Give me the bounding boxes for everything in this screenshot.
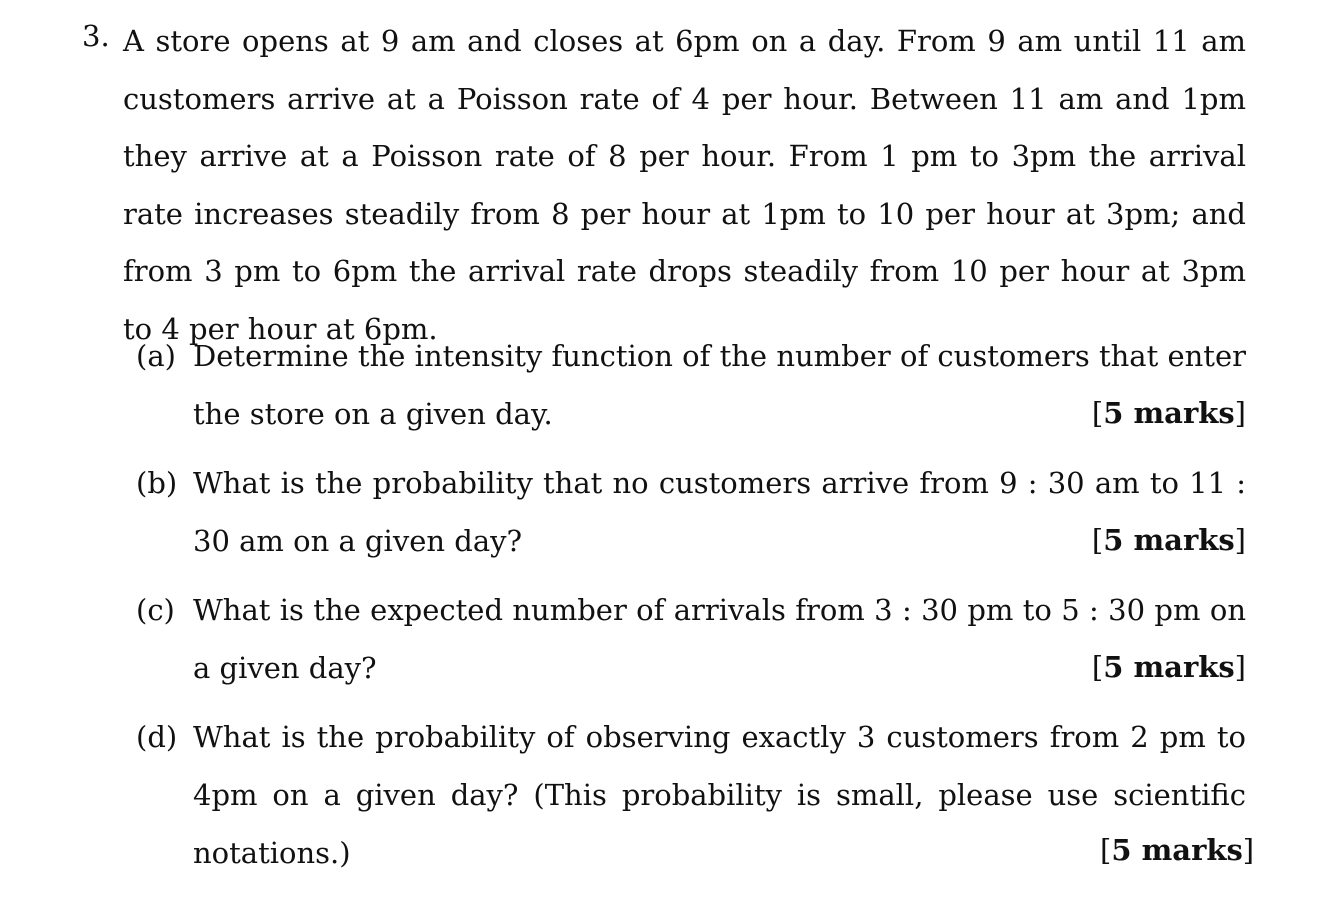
part-text: What is the probability of observing exactly 3 customers from 2 pm to 4pm on a given day? (This probability is small, please use scientific notations.) [193,720,1246,870]
part-label: (d) [136,720,178,754]
part-text: What is the probability that no customers arrive from 9 : 30 am to 11 : 30 am on a given day? [193,466,1246,558]
marks-badge: [5 marks] [1091,523,1246,557]
part-label: (b) [136,466,178,500]
part-label: (a) [136,339,176,373]
part-text: What is the expected number of arrivals from 3 : 30 pm to 5 : 30 pm on a given day? [193,593,1246,685]
marks-badge: [5 marks] [1091,650,1246,684]
marks-badge: [5 marks] [1100,833,1255,867]
marks-badge: [5 marks] [1091,396,1246,430]
part-b [136,454,1246,570]
part-a [136,327,1246,443]
part-text: Determine the intensity function of the number of customers that enter the store on a given day. [193,339,1246,431]
question-intro: A store opens at 9 am and closes at 6pm on a day. From 9 am until 11 am customers arrive at a Poisson rate of 4 per hour. Between 11 am and 1pm they arrive at a Poisson rate of 8 per hour. From 1 pm to 3pm the arrival rate increases steadily from 8 per hour at 1pm to 10 per hour at 3pm; and from 3 pm to 6pm the arrival rate drops steadily from 10 per hour at 3pm to 4 per hour at 6pm. [123,24,1246,346]
part-label: (c) [136,593,175,627]
question-number: 3. [82,19,110,53]
part-c [136,581,1246,697]
